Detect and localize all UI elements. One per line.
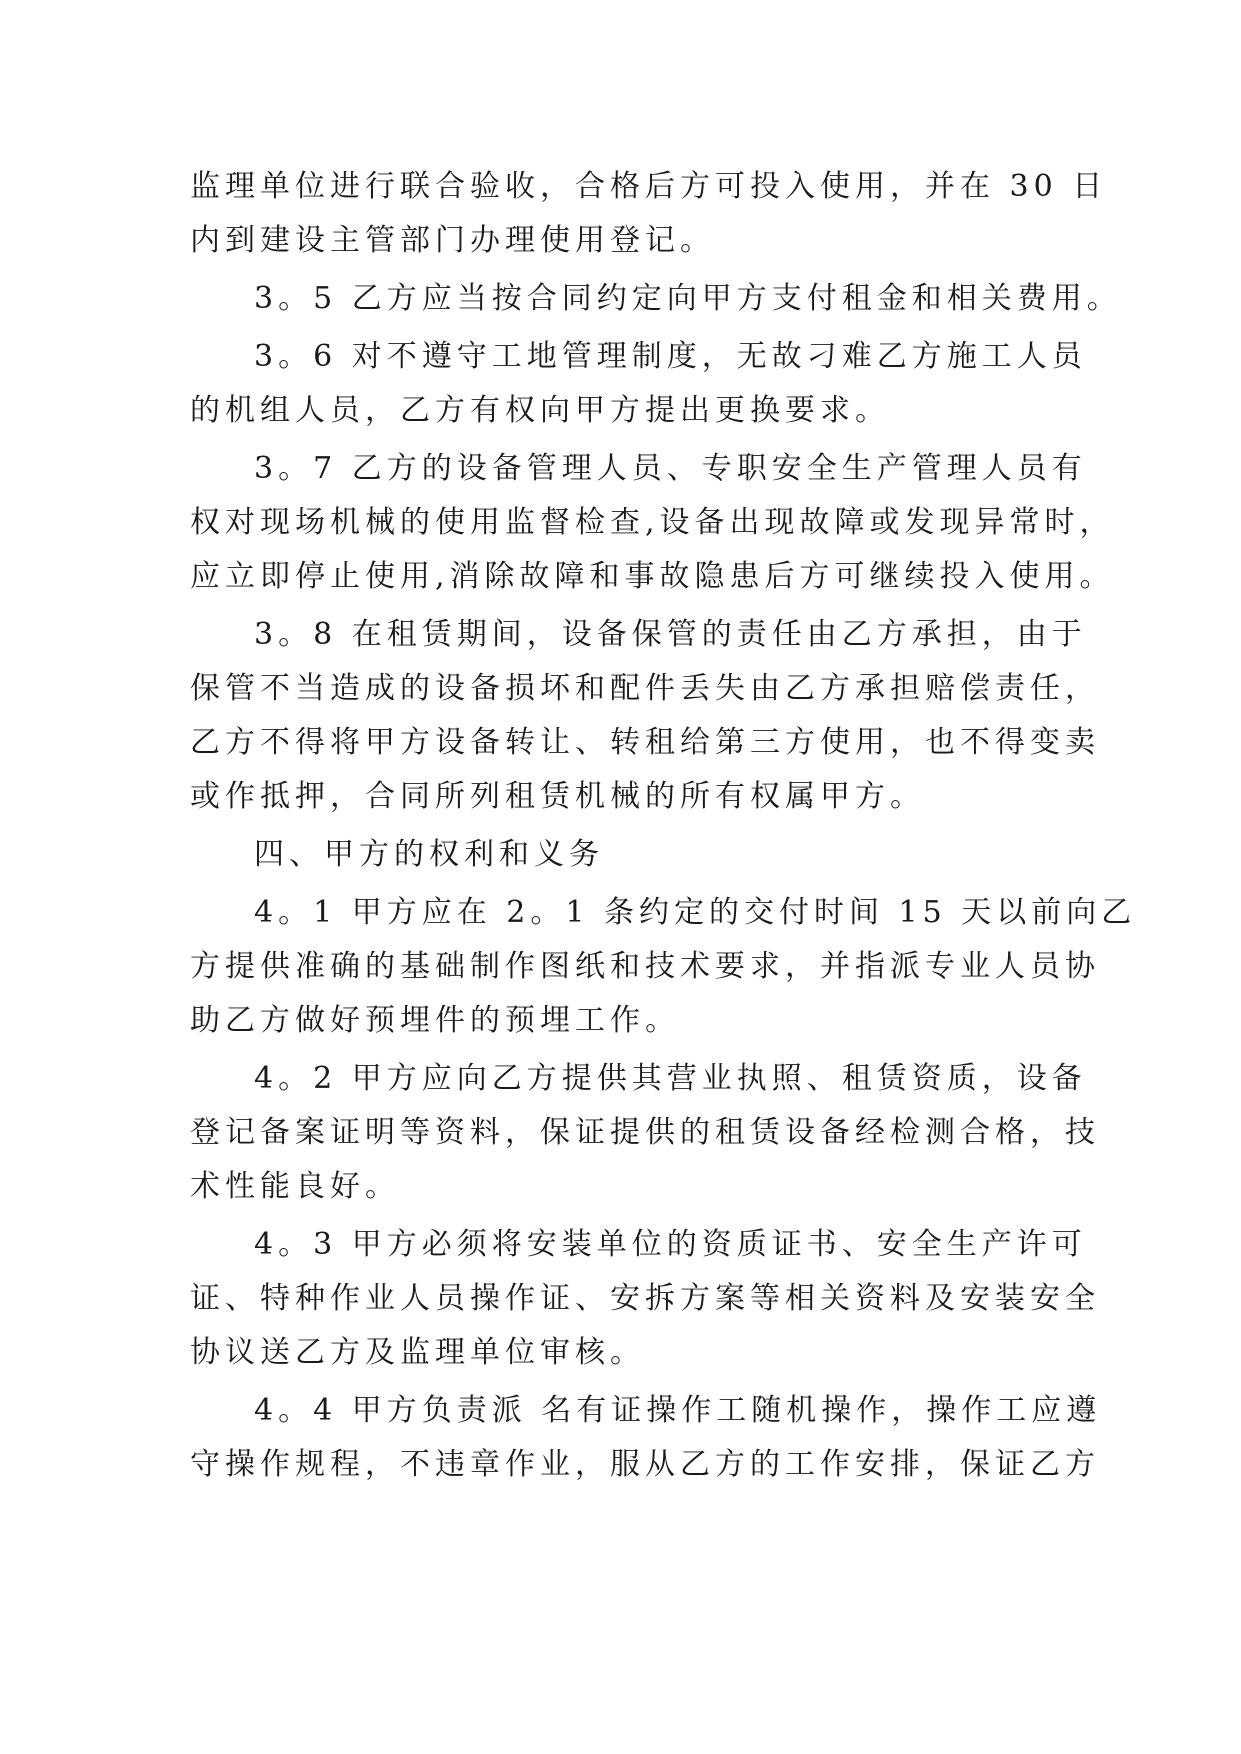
paragraph-line: 的机组人员，乙方有权向甲方提出更换要求。 bbox=[190, 393, 890, 428]
paragraph-line: 4。4 甲方负责派 名有证操作工随机操作，操作工应遵 bbox=[254, 1393, 1102, 1428]
paragraph bbox=[190, 160, 1108, 268]
paragraph-line: 证、特种作业人员操作证、安拆方案等相关资料及安装安全 bbox=[190, 1281, 1100, 1316]
paragraph-line: 助乙方做好预埋件的预埋工作。 bbox=[190, 1003, 680, 1038]
paragraph-line: 登记备案证明等资料，保证提供的租赁设备经检测合格，技 bbox=[190, 1115, 1100, 1150]
paragraph bbox=[190, 442, 1115, 604]
paragraph-line: 方提供准确的基础制作图纸和技术要求，并指派专业人员协 bbox=[190, 949, 1100, 984]
paragraph-line: 3。8 在租赁期间，设备保管的责任由乙方承担，由于 bbox=[254, 617, 1087, 652]
paragraph-line: 3。7 乙方的设备管理人员、专职安全生产管理人员有 bbox=[254, 451, 1087, 486]
paragraph-line: 4。3 甲方必须将安装单位的资质证书、安全生产许可 bbox=[254, 1227, 1087, 1262]
paragraph bbox=[190, 886, 1137, 1048]
paragraph bbox=[190, 608, 1100, 824]
paragraph bbox=[190, 1384, 1102, 1492]
paragraph-line: 4。1 甲方应在 2。1 条约定的交付时间 15 天以前向乙 bbox=[254, 895, 1137, 930]
section-heading bbox=[190, 828, 1070, 882]
paragraph bbox=[190, 1218, 1100, 1380]
paragraph-line: 4。2 甲方应向乙方提供其营业执照、租赁资质，设备 bbox=[254, 1061, 1087, 1096]
paragraph-line: 权对现场机械的使用监督检查,设备出现故障或发现异常时， bbox=[190, 505, 1115, 540]
paragraph-line: 3。5 乙方应当按合同约定向甲方支付租金和相关费用。 bbox=[254, 281, 1122, 316]
paragraph-line: 乙方不得将甲方设备转让、转租给第三方使用，也不得变卖 bbox=[190, 725, 1100, 760]
paragraph-line: 保管不当造成的设备损坏和配件丢失由乙方承担赔偿责任， bbox=[190, 671, 1100, 706]
paragraph-line: 协议送乙方及监理单位审核。 bbox=[190, 1335, 645, 1370]
paragraph-line: 3。6 对不遵守工地管理制度，无故刁难乙方施工人员 bbox=[254, 339, 1087, 374]
document-body bbox=[190, 160, 1137, 1492]
paragraph bbox=[190, 1052, 1100, 1214]
paragraph-line: 或作抵押，合同所列租赁机械的所有权属甲方。 bbox=[190, 779, 925, 814]
paragraph-line: 内到建设主管部门办理使用登记。 bbox=[190, 223, 715, 258]
paragraph-line: 术性能良好。 bbox=[190, 1169, 400, 1204]
paragraph-line: 守操作规程，不违章作业，服从乙方的工作安排，保证乙方 bbox=[190, 1447, 1100, 1482]
paragraph bbox=[190, 330, 1087, 438]
paragraph bbox=[190, 272, 1122, 326]
section-heading-text: 四、甲方的权利和义务 bbox=[254, 837, 604, 872]
paragraph-line: 应立即停止使用,消除故障和事故隐患后方可继续投入使用。 bbox=[190, 559, 1115, 594]
paragraph-line: 监理单位进行联合验收，合格后方可投入使用，并在 30 日 bbox=[190, 169, 1108, 204]
